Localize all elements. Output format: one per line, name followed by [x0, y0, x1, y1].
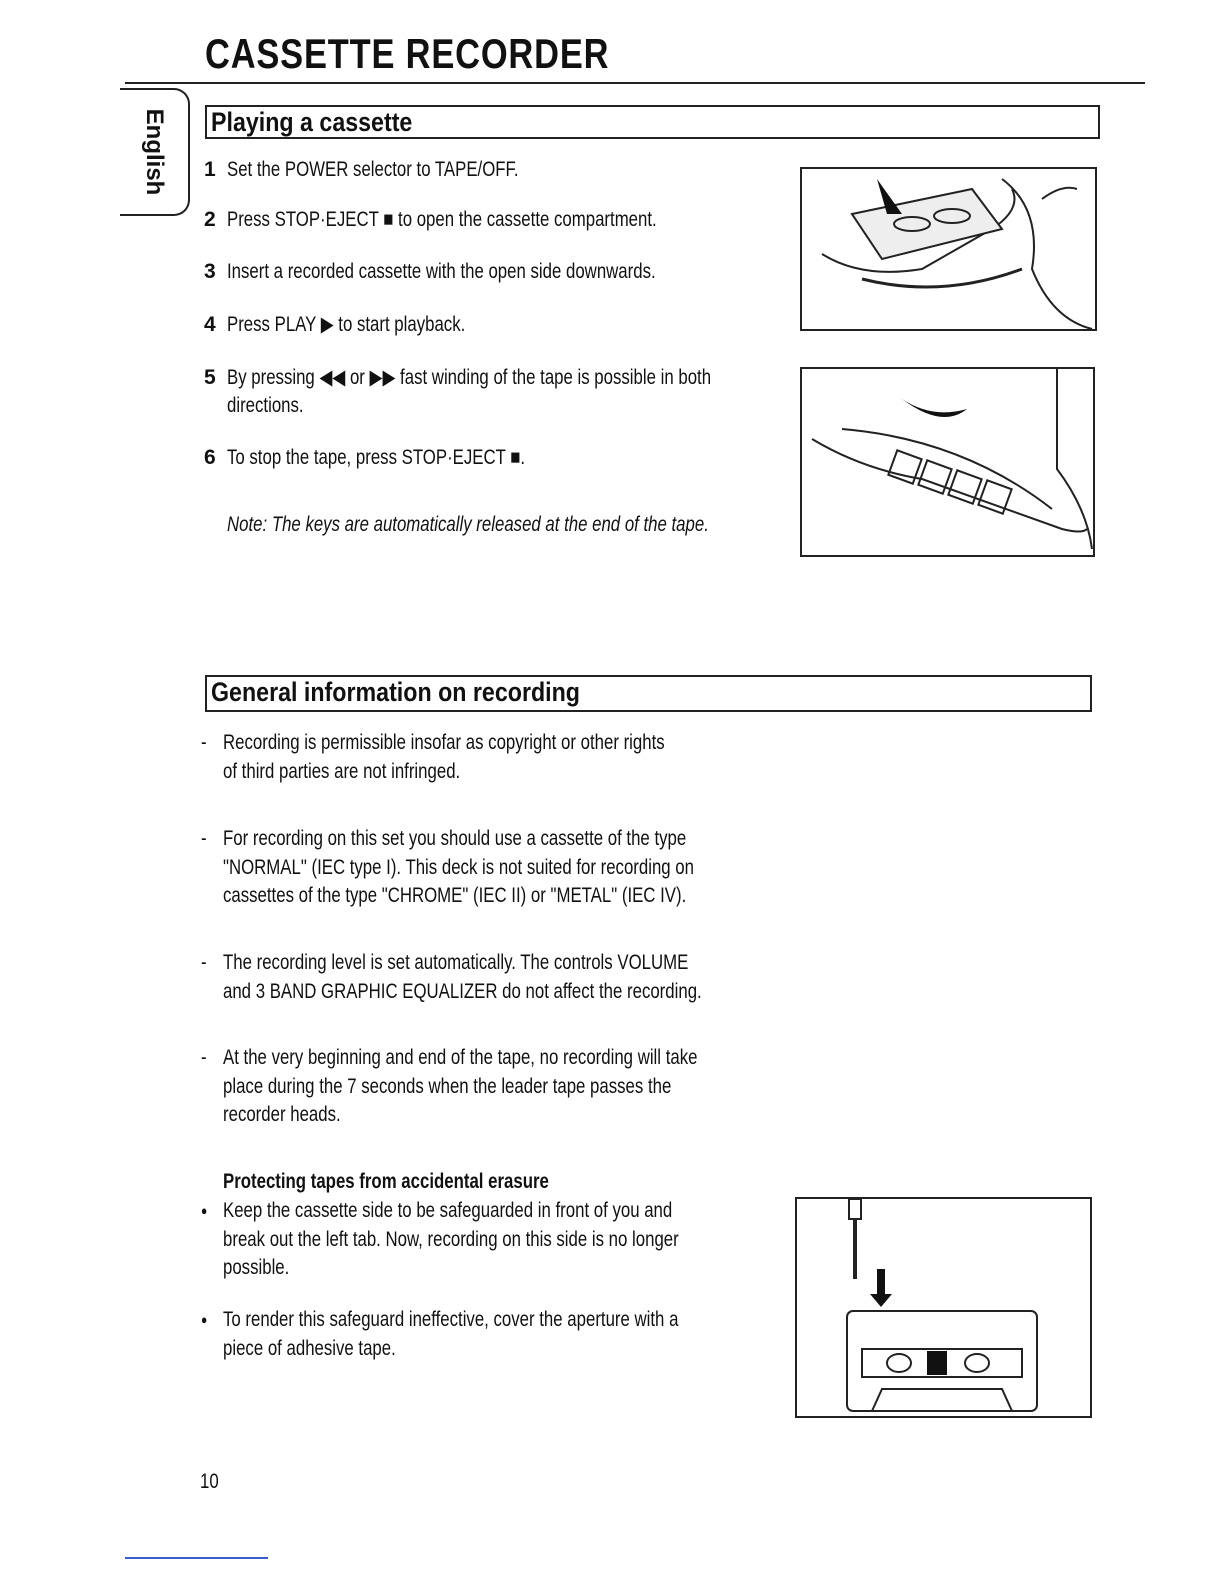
- page-title: CASSETTE RECORDER: [205, 30, 610, 77]
- step-number: 5: [204, 366, 216, 389]
- section-heading-recording: [205, 675, 1092, 712]
- info-text: and 3 BAND GRAPHIC EQUALIZER do not affect the recording.: [223, 979, 702, 1003]
- cassette-tab-drawing: [797, 1199, 1090, 1416]
- control-keys-illustration: [800, 367, 1095, 557]
- section-heading-text: Playing a cassette: [211, 107, 413, 137]
- step-text: By pressing ◀◀ or ▶▶ fast winding of the tape is possible in both: [227, 366, 712, 389]
- info-text: For recording on this set you should use a cassette of the type: [223, 827, 687, 850]
- info-text: At the very beginning and end of the tape, no recording will take: [223, 1046, 698, 1069]
- info-text: recorder heads.: [223, 1103, 341, 1126]
- step-text: Insert a recorded cassette with the open side downwards.: [227, 260, 656, 283]
- cassette-insert-illustration: [800, 167, 1097, 331]
- note: Note: The keys are automatically released at the end of the tape.: [227, 513, 709, 536]
- step-number: 2: [204, 208, 216, 231]
- bullet-text: break out the left tab. Now, recording on this side is no longer: [223, 1227, 679, 1251]
- cassette-insert-drawing: [802, 169, 1095, 329]
- bullet-icon: ●: [201, 1203, 208, 1218]
- info-text: place during the 7 seconds when the leader tape passes the: [223, 1074, 672, 1098]
- bullet-text: To render this safeguard ineffective, cover the aperture with a: [223, 1308, 679, 1331]
- step-number: 6: [204, 446, 216, 469]
- dash-marker: -: [201, 951, 207, 974]
- language-tab: [120, 88, 190, 216]
- step-text: Press PLAY ▶ to start playback.: [227, 313, 466, 336]
- cassette-tab-illustration: [795, 1197, 1092, 1418]
- section-heading-text: General information on recording: [211, 677, 580, 707]
- footer-line: [125, 1557, 268, 1559]
- section-heading-playing: [205, 105, 1100, 139]
- bullet-text: Keep the cassette side to be safeguarded in front of you and: [223, 1199, 673, 1222]
- info-text: The recording level is set automatically. The controls VOLUME: [223, 951, 689, 974]
- info-text: "NORMAL" (IEC type I). This deck is not suited for recording on: [223, 855, 694, 879]
- dash-marker: -: [201, 731, 207, 754]
- dash-marker: -: [201, 827, 207, 850]
- title-rule: [125, 82, 1145, 84]
- bullet-text: possible.: [223, 1256, 290, 1279]
- info-text: Recording is permissible insofar as copyright or other rights: [223, 731, 665, 754]
- bullet-icon: ●: [201, 1312, 208, 1327]
- step-number: 4: [204, 313, 216, 336]
- step-text: Press STOP·EJECT ■ to open the cassette compartment.: [227, 208, 657, 231]
- control-keys-drawing: [802, 369, 1093, 555]
- step-text: directions.: [227, 394, 304, 417]
- step-number: 3: [204, 260, 216, 283]
- language-tab-label: English: [141, 108, 168, 196]
- step-number: 1: [204, 158, 216, 181]
- bullet-text: piece of adhesive tape.: [223, 1336, 396, 1360]
- info-text: of third parties are not infringed.: [223, 759, 461, 783]
- step-text: To stop the tape, press STOP·EJECT ■.: [227, 446, 526, 469]
- subheading-erasure: Protecting tapes from accidental erasure: [223, 1170, 549, 1193]
- info-text: cassettes of the type "CHROME" (IEC II) or "METAL" (IEC IV).: [223, 884, 687, 907]
- page-number: 10: [200, 1470, 219, 1493]
- dash-marker: -: [201, 1046, 207, 1069]
- step-text: Set the POWER selector to TAPE/OFF.: [227, 158, 519, 181]
